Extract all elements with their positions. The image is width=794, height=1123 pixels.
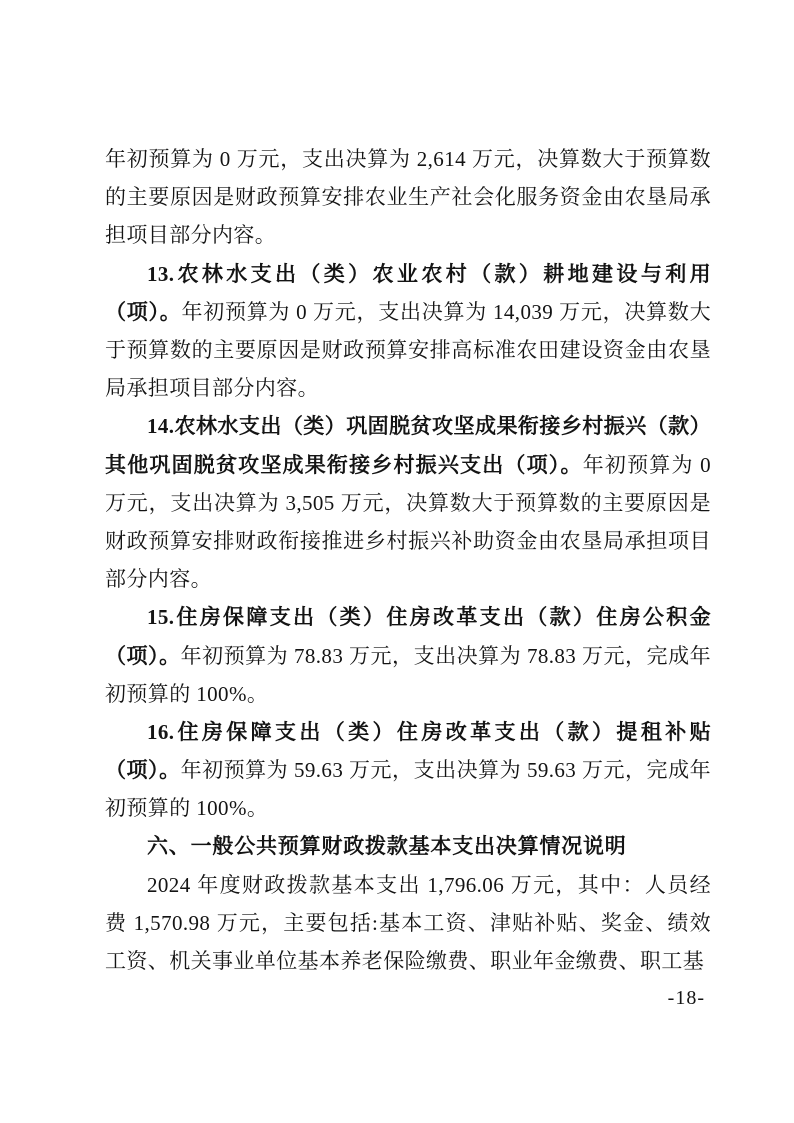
paragraph-lead: 16.住房保障支出（类）住房改革支出（款）提租补贴（项）。 — [105, 720, 711, 783]
document-body — [105, 140, 711, 980]
paragraph-text: 年初预算为 0 万元，支出决算为 2,614 万元，决算数大于预算数的主要原因是财政预算安排农业生产社会化服务资金由农垦局承担项目部分内容。 — [105, 147, 711, 248]
paragraph — [105, 598, 711, 713]
paragraph — [105, 713, 711, 828]
paragraph-text: 六、一般公共预算财政拨款基本支出决算情况说明 — [147, 834, 627, 858]
paragraph — [105, 407, 711, 598]
paragraph-text: 年初预算为 59.63 万元，支出决算为 59.63 万元，完成年初预算的 100%。 — [105, 758, 711, 821]
paragraph-text: 年初预算为 0 万元，支出决算为 3,505 万元，决算数大于预算数的主要原因是财政预算安排财政衔接推进乡村振兴补助资金由农垦局承担项目部分内容。 — [105, 452, 711, 592]
paragraph-lead: 15.住房保障支出（类）住房改革支出（款）住房公积金（项）。 — [105, 605, 711, 668]
section-heading — [105, 828, 711, 866]
paragraph-lead: 14.农林水支出（类）巩固脱贫攻坚成果衔接乡村振兴（款）其他巩固脱贫攻坚成果衔接乡村振兴支出（项）。 — [105, 414, 711, 477]
paragraph-text: 年初预算为 0 万元，支出决算为 14,039 万元，决算数大于预算数的主要原因是财政预算安排高标准农田建设资金由农垦局承担项目部分内容。 — [105, 299, 711, 401]
paragraph-text: 年初预算为 78.83 万元，支出决算为 78.83 万元，完成年初预算的 100%。 — [105, 643, 711, 706]
paragraph-lead: 13.农林水支出（类）农业农村（款）耕地建设与利用（项）。 — [105, 261, 711, 324]
page-number: -18- — [667, 987, 705, 1009]
paragraph-text: 2024 年度财政拨款基本支出 1,796.06 万元，其中：人员经费 1,570.98 万元，主要包括:基本工资、津贴补贴、奖金、绩效工资、机关事业单位基本养老保险缴费、职业年金缴费、职工基 — [105, 872, 711, 974]
paragraph — [105, 866, 711, 981]
paragraph — [105, 255, 711, 408]
paragraph — [105, 140, 711, 255]
